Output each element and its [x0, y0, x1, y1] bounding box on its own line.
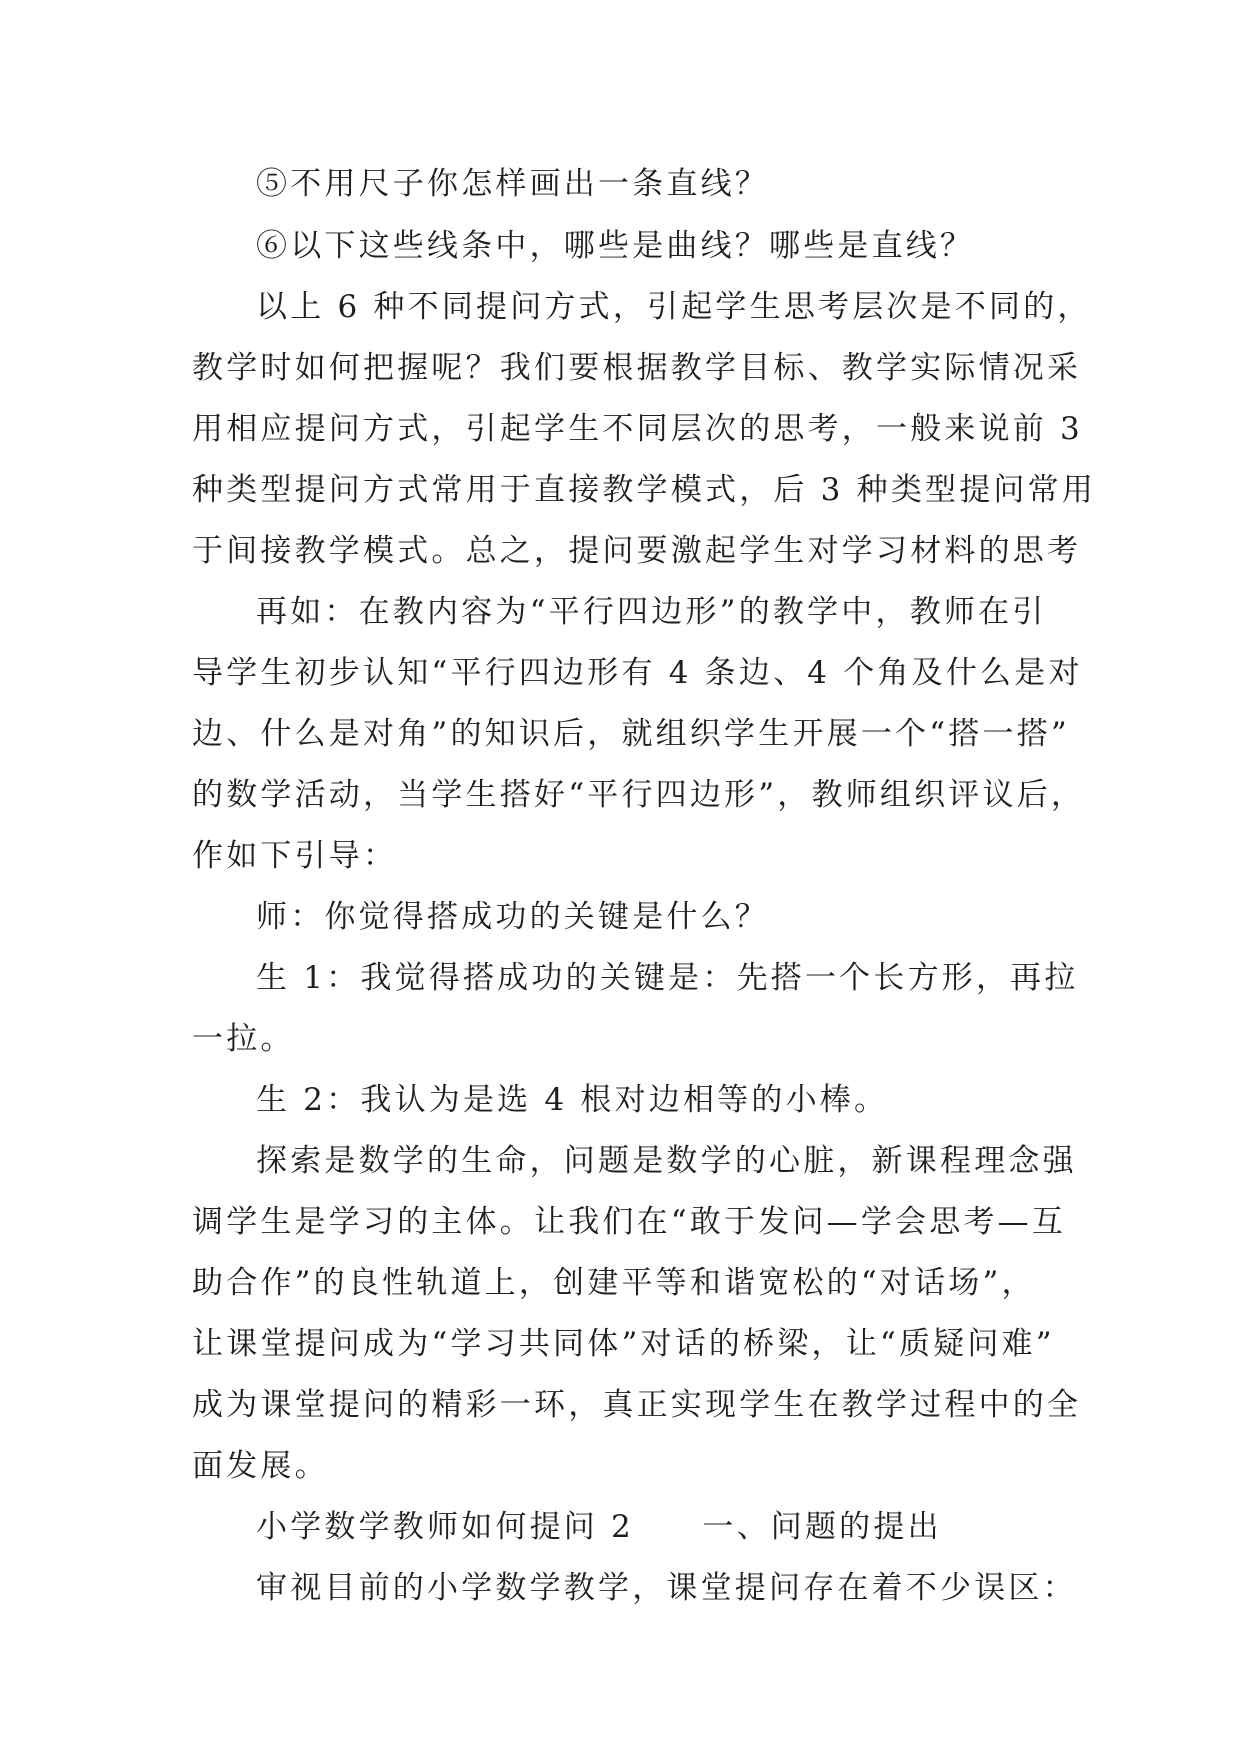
- paragraph-line: 助合作”的良性轨道上，创建平等和谐宽松的“对话场”，: [192, 1265, 1036, 1301]
- paragraph-line: ⑥以下这些线条中，哪些是曲线？哪些是直线？: [256, 228, 975, 264]
- section-heading-line: 小学数学教师如何提问 2 一、问题的提出: [256, 1509, 942, 1545]
- paragraph-line: 再如：在教内容为“平行四边形”的教学中，教师在引: [256, 594, 1047, 630]
- paragraph-line: 调学生是学习的主体。让我们在“敢于发问—学会思考—互: [192, 1204, 1067, 1240]
- paragraph-line: 导学生初步认知“平行四边形有 4 条边、4 个角及什么是对: [192, 655, 1083, 691]
- paragraph-line: 用相应提问方式，引起学生不同层次的思考，一般来说前 3: [192, 411, 1083, 447]
- paragraph-line: 审视目前的小学数学教学，课堂提问存在着不少误区：: [256, 1570, 1077, 1606]
- paragraph-line: 一拉。: [192, 1021, 295, 1057]
- paragraph-line: ⑤不用尺子你怎样画出一条直线？: [256, 166, 769, 202]
- paragraph-line: 师：你觉得搭成功的关键是什么？: [256, 899, 769, 935]
- paragraph-line: 成为课堂提问的精彩一环，真正实现学生在教学过程中的全: [192, 1387, 1082, 1423]
- paragraph-line: 生 1：我觉得搭成功的关键是：先搭一个长方形，再拉: [256, 960, 1079, 996]
- paragraph-line: 让课堂提问成为“学习共同体”对话的桥梁，让“质疑问难”: [192, 1326, 1055, 1362]
- paragraph-line: 种类型提问方式常用于直接教学模式，后 3 种类型提问常用: [192, 472, 1097, 508]
- paragraph-line: 探索是数学的生命，问题是数学的心脏，新课程理念强: [256, 1143, 1077, 1179]
- paragraph-line: 生 2：我认为是选 4 根对边相等的小棒。: [256, 1082, 889, 1118]
- paragraph-line: 面发展。: [192, 1448, 329, 1484]
- paragraph-line: 以上 6 种不同提问方式，引起学生思考层次是不同的，: [256, 289, 1092, 325]
- paragraph-line: 作如下引导：: [192, 838, 398, 874]
- paragraph-line: 于间接教学模式。总之，提问要激起学生对学习材料的思考: [192, 533, 1082, 569]
- paragraph-line: 教学时如何把握呢？我们要根据教学目标、教学实际情况采: [192, 350, 1082, 386]
- paragraph-line: 边、什么是对角”的知识后，就组织学生开展一个“搭一搭”: [192, 716, 1070, 752]
- paragraph-line: 的数学活动，当学生搭好“平行四边形”，教师组织评议后，: [192, 777, 1086, 813]
